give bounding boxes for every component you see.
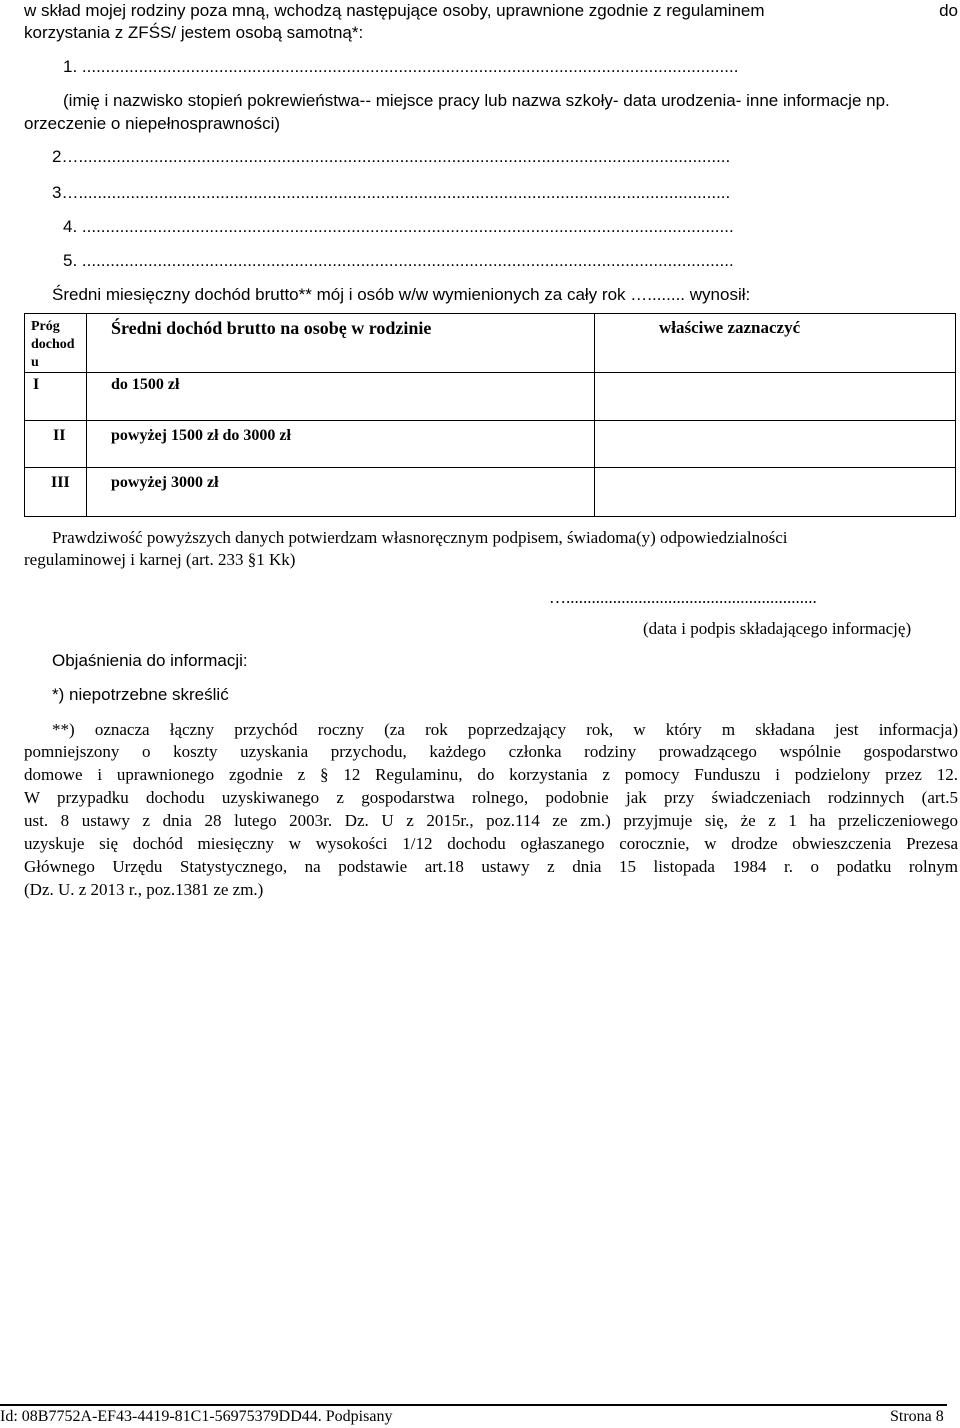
row-description: powyżej 3000 zł bbox=[111, 474, 219, 491]
header-mark: właściwe zaznaczyć bbox=[659, 318, 801, 337]
row-description-cell bbox=[87, 468, 595, 517]
explanations-note-2-last: (Dz. U. z 2013 r., poz.1381 ze zm.) bbox=[24, 880, 264, 899]
intro-line-1-end: do bbox=[939, 1, 958, 20]
row-description: powyżej 1500 zł do 3000 zł bbox=[111, 427, 291, 444]
row-threshold-cell bbox=[25, 468, 87, 517]
declaration-line-1: Prawdziwość powyższych danych potwierdzam własnoręcznym podpisem, świadoma(y) odpowiedzialności bbox=[52, 528, 788, 547]
member-hint-line-1: (imię i nazwisko stopień pokrewieństwa-- miejsce pracy lub nazwa szkoły- data urodzenia- inne informacje np. bbox=[63, 91, 890, 110]
table-row bbox=[25, 373, 956, 421]
table-row bbox=[25, 421, 956, 468]
footer-id: Id: 08B7752A-EF43-4419-81C1-56975379DD44. Podpisany bbox=[0, 1408, 393, 1425]
header-threshold-line-2: dochod bbox=[31, 337, 75, 352]
row-threshold: I bbox=[33, 376, 40, 393]
row-threshold-cell bbox=[25, 421, 87, 468]
header-description: Średni dochód brutto na osobę w rodzinie bbox=[111, 318, 432, 338]
table-row bbox=[25, 468, 956, 517]
member-item-2: 2….......................................................................................................................................... bbox=[52, 147, 731, 166]
explanations-note-2-line-6: uzyskuje się dochód miesięczny w wysokości 1/12 dochodu ogłaszanego corocznie, w drodze obwieszczenia Prezesa bbox=[24, 834, 958, 853]
member-item-3: 3….......................................................................................................................................... bbox=[52, 183, 731, 202]
header-threshold-cell bbox=[25, 314, 87, 373]
member-item-4: 4. .......................................................................................................................................... bbox=[63, 217, 734, 236]
row-mark-cell[interactable] bbox=[595, 421, 956, 468]
row-threshold: II bbox=[53, 427, 66, 444]
explanations-note-2-line-5: ust. 8 ustawy z dnia 28 lutego 2003r. Dz. U z 2015r., poz.114 ze zm.) przyjmuje się, że z 1 ha przeliczeniowego bbox=[24, 811, 958, 830]
table-header-row bbox=[25, 314, 956, 373]
signature-dots: …........................................................... bbox=[549, 588, 817, 607]
row-description-cell bbox=[87, 373, 595, 421]
row-mark-cell[interactable] bbox=[595, 373, 956, 421]
row-description: do 1500 zł bbox=[111, 376, 180, 393]
member-hint-line-2: orzeczenie o niepełnosprawności) bbox=[24, 114, 281, 133]
explanations-title: Objaśnienia do informacji: bbox=[52, 651, 248, 670]
member-item-5: 5. .......................................................................................................................................... bbox=[63, 251, 734, 270]
declaration-line-2: regulaminowej i karnej (art. 233 §1 Kk) bbox=[24, 550, 296, 569]
explanations-note-2-line-2: pomniejszony o koszty uzyskania przychodu, każdego członka rodziny prowadzącego wspólnie gospodarstwo bbox=[24, 742, 958, 761]
explanations-note-2-line-3: domowe i uprawnionego zgodnie z § 12 Regulaminu, do korzystania z pomocy Funduszu i podzielony przez 12. bbox=[24, 765, 958, 784]
header-threshold-line-3: u bbox=[31, 355, 39, 370]
row-threshold: III bbox=[51, 474, 70, 491]
explanations-note-2-line-7: Głównego Urzędu Statystycznego, na podstawie art.18 ustawy z dnia 15 listopada 1984 r. o podatku rolnym bbox=[24, 857, 958, 876]
intro-line-2: korzystania z ZFŚS/ jestem osobą samotną*: bbox=[24, 23, 364, 42]
row-threshold-cell bbox=[25, 373, 87, 421]
income-statement: Średni miesięczny dochód brutto** mój i osób w/w wymienionych za cały rok …........ wynosił: bbox=[52, 285, 751, 304]
header-description-cell bbox=[87, 314, 595, 373]
signature-caption: (data i podpis składającego informację) bbox=[643, 619, 912, 638]
explanations-note-2-line-1: **) oznacza łączny przychód roczny (za rok poprzedzający rok, w który m składana jest informacja) bbox=[52, 720, 958, 739]
footer-page-number: Strona 8 bbox=[890, 1408, 944, 1425]
row-description-cell bbox=[87, 421, 595, 468]
intro-line-1 bbox=[24, 0, 960, 22]
row-mark-cell[interactable] bbox=[595, 468, 956, 517]
income-threshold-table bbox=[24, 313, 956, 517]
explanations-note-2-line-4: W przypadku dochodu uzyskiwanego z gospodarstwa rolnego, podobnie jak przy świadczeniach rodzinnych (art.5 bbox=[24, 788, 958, 807]
member-item-1: 1. ........................................................................................................................................... bbox=[63, 57, 739, 76]
explanations-note-1: *) niepotrzebne skreślić bbox=[52, 685, 229, 704]
header-threshold-line-1: Próg bbox=[31, 319, 60, 334]
intro-line-1-text: w skład mojej rodziny poza mną, wchodzą następujące osoby, uprawnione zgodnie z regulaminem bbox=[24, 1, 765, 20]
header-mark-cell bbox=[595, 314, 956, 373]
